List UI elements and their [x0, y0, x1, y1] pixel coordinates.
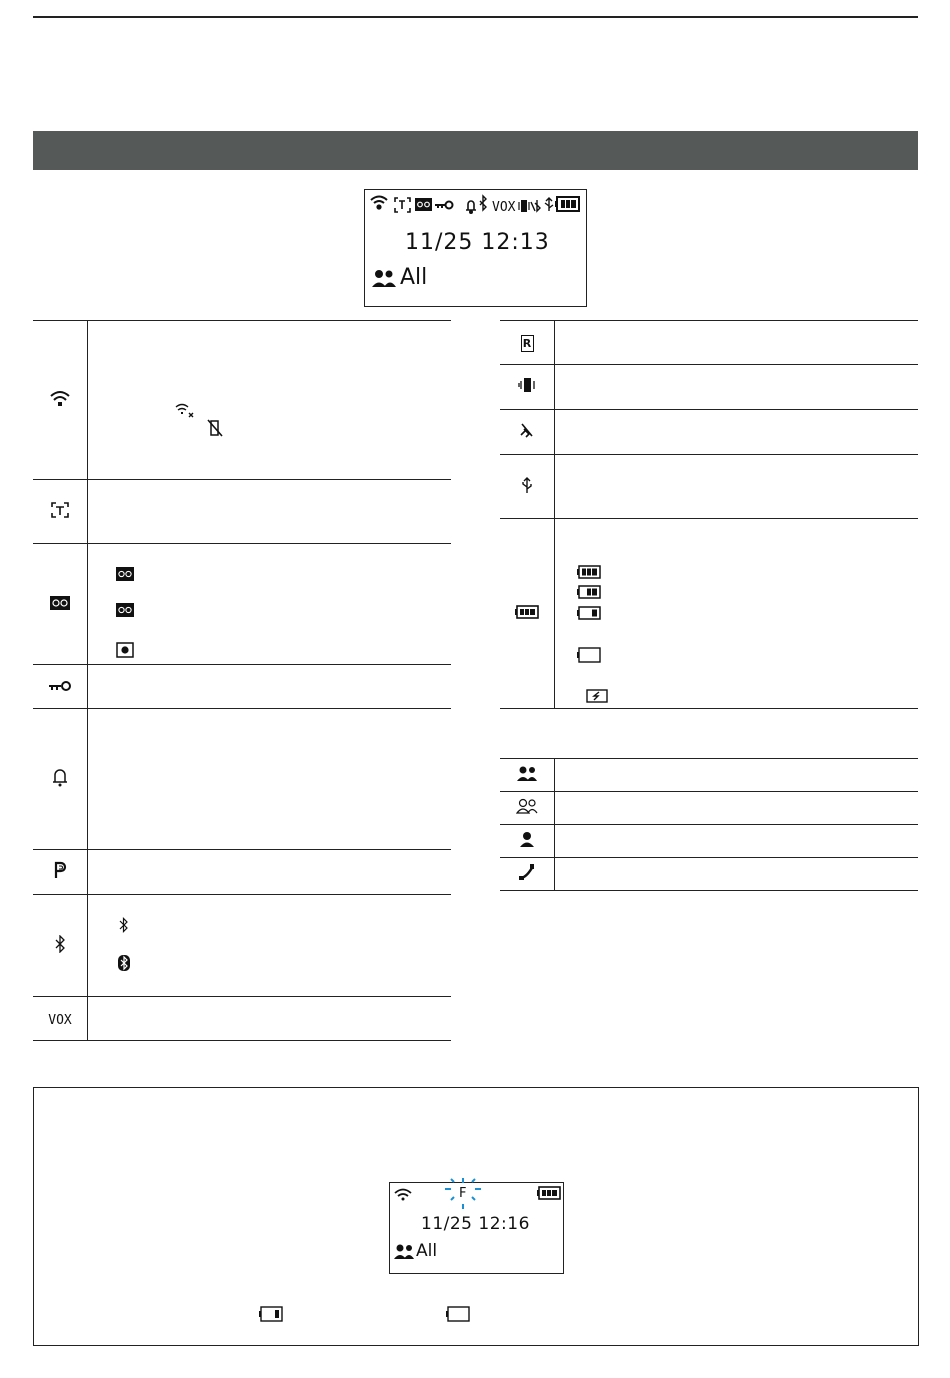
icon-cell-voicemail — [33, 544, 88, 665]
lcd-display-main — [364, 189, 587, 307]
recording-icon — [116, 642, 134, 658]
icon-table-left — [33, 320, 451, 1041]
icon-cell-vox — [33, 997, 88, 1041]
icon-cell-r — [500, 321, 555, 365]
lcd-display-note — [389, 1182, 564, 1274]
desc-battery — [555, 519, 919, 709]
icon-cell-all-call — [500, 759, 555, 792]
voicemail-new-icon — [116, 567, 134, 581]
battery-low-icon — [577, 606, 601, 620]
all-call-icon — [516, 765, 538, 781]
voicemail-saved-icon — [116, 603, 134, 617]
desc-scan — [88, 480, 452, 544]
icon-cell-usb — [500, 455, 555, 519]
icon-cell-wifi — [33, 321, 88, 480]
vox-icon: VOX — [48, 1013, 72, 1028]
individual-call-icon — [519, 831, 535, 847]
icon-cell-p — [33, 850, 88, 895]
icon-cell-vibrate — [500, 365, 555, 410]
key-icon — [48, 680, 72, 692]
lcd-note-battery-icon — [537, 1186, 561, 1200]
desc-r — [555, 321, 919, 365]
icon-cell-bell — [33, 709, 88, 850]
wifi-out-of-range-icon — [174, 401, 196, 419]
desc-phone-call — [555, 858, 919, 891]
icon-cell-battery — [500, 519, 555, 709]
desc-p — [88, 850, 452, 895]
wifi-icon — [49, 388, 71, 408]
icon-cell-mute — [500, 410, 555, 455]
desc-wifi — [88, 321, 452, 480]
scan-icon — [50, 500, 70, 520]
battery-empty-icon — [446, 1306, 470, 1322]
bell-icon — [51, 767, 69, 787]
lcd-note-group — [394, 1241, 437, 1261]
lcd-status-icons — [365, 190, 586, 220]
desc-all-call — [555, 759, 919, 792]
battery-charging-icon — [586, 689, 608, 703]
lcd-scan-icon — [395, 198, 410, 212]
desc-bell — [88, 709, 452, 850]
top-rule — [33, 16, 918, 18]
desc-mute — [555, 410, 919, 455]
icon-cell-key — [33, 665, 88, 709]
battery-empty-icon — [577, 647, 601, 663]
bluetooth-connected-icon — [117, 955, 131, 971]
phone-call-icon — [518, 863, 536, 881]
flash-letter: F — [459, 1186, 467, 1201]
icon-cell-group-call — [500, 792, 555, 825]
no-signal-icon — [206, 418, 224, 438]
call-type-table — [500, 758, 918, 891]
svg-text:VOX: VOX — [492, 200, 516, 215]
icon-cell-individual-call — [500, 825, 555, 858]
all-call-icon — [371, 268, 397, 288]
desc-usb — [555, 455, 919, 519]
desc-vox — [88, 997, 452, 1041]
mute-icon — [518, 421, 536, 439]
lcd-note-wifi-icon — [393, 1186, 415, 1204]
desc-individual-call — [555, 825, 919, 858]
battery-full-icon — [577, 565, 601, 579]
lcd-note-time: 11/25 12:16 — [421, 1214, 530, 1234]
lcd-group — [371, 265, 427, 290]
desc-bluetooth — [88, 895, 452, 997]
lcd-note-group-name: All — [416, 1241, 438, 1261]
r-icon: R — [521, 335, 534, 352]
bluetooth-on-icon — [118, 917, 130, 933]
all-call-icon — [394, 1243, 414, 1259]
icon-cell-phone-call — [500, 858, 555, 891]
battery-low-icon — [259, 1306, 283, 1322]
group-call-icon — [516, 798, 538, 814]
lcd-time: 11/25 12:13 — [405, 230, 550, 255]
desc-voicemail — [88, 544, 452, 665]
desc-group-call — [555, 792, 919, 825]
note-box — [33, 1087, 919, 1346]
voicemail-icon — [50, 596, 70, 610]
desc-key — [88, 665, 452, 709]
desc-vibrate — [555, 365, 919, 410]
bluetooth-icon — [54, 935, 66, 953]
lcd-group-name: All — [400, 265, 428, 290]
battery-medium-icon — [577, 585, 601, 599]
usb-icon — [521, 476, 533, 494]
p-icon — [53, 861, 67, 879]
battery-icon — [515, 605, 539, 619]
icon-table-right — [500, 320, 918, 709]
section-header-bar — [33, 131, 918, 170]
icon-cell-bluetooth — [33, 895, 88, 997]
icon-cell-scan — [33, 480, 88, 544]
vibrate-icon — [518, 377, 536, 393]
